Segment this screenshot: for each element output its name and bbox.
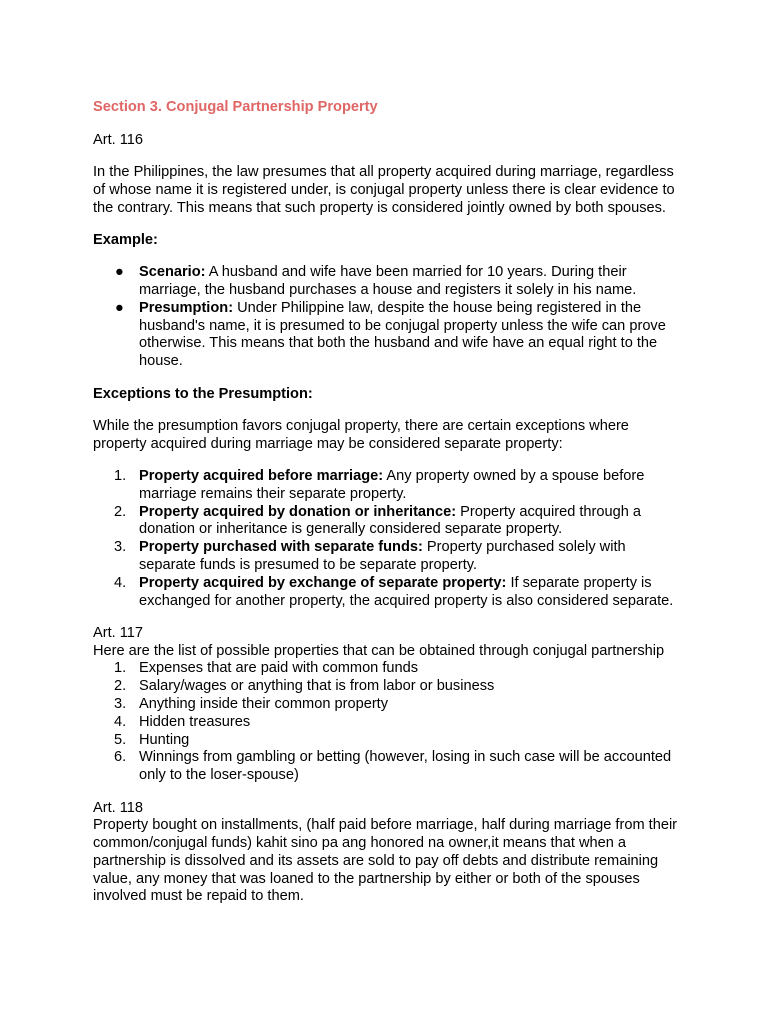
item-label: Scenario: xyxy=(139,264,206,281)
list-item xyxy=(93,660,683,678)
exceptions-intro: While the presumption favors conjugal property, there are certain exceptions where property acquired during marriage may be considered separate property: xyxy=(93,417,629,452)
list-item xyxy=(93,732,683,750)
item-label: Property purchased with separate funds: xyxy=(139,539,423,556)
document-content xyxy=(93,99,683,906)
bullet-marker: ● xyxy=(115,299,124,316)
list-item xyxy=(93,504,683,540)
item-label: Property acquired by donation or inheritance: xyxy=(139,503,457,520)
number-marker: 5. xyxy=(114,731,127,748)
item-text: Expenses that are paid with common funds xyxy=(139,660,419,677)
item-text: Any property owned by a spouse before marriage remains their separate property. xyxy=(139,467,645,502)
number-marker: 3. xyxy=(114,696,127,713)
item-text: Property acquired through a donation or inheritance is generally considered separate property. xyxy=(139,503,642,538)
number-marker: 2. xyxy=(114,678,127,695)
list-item xyxy=(93,575,683,611)
number-marker: 4. xyxy=(114,574,127,591)
art117-list xyxy=(93,660,683,785)
art117-heading: Art. 117 xyxy=(93,624,144,641)
list-item xyxy=(93,539,683,575)
list-item xyxy=(93,264,683,300)
number-marker: 1. xyxy=(114,467,127,484)
art118-text: Property bought on installments, (half paid before marriage, half during marriage from their common/conjugal funds) kahit sino pa ang honored na owner,it means that when a partnership is dissolved and its assets are sold to pay off debts and distribute remaining value, any money that was loaned to the partnership by either or both of the spouses involved must be repaid to them. xyxy=(93,817,678,905)
exceptions-heading: Exceptions to the Presumption: xyxy=(93,385,313,402)
item-text: A husband and wife have been married for 10 years. During their marriage, the husband purchases a house and registers it solely in his name. xyxy=(139,264,637,299)
number-marker: 6. xyxy=(114,749,127,766)
art116-heading: Art. 116 xyxy=(93,131,144,148)
list-item xyxy=(93,468,683,504)
item-text: Hidden treasures xyxy=(139,713,251,730)
list-item xyxy=(93,749,683,785)
section-title: Section 3. Conjugal Partnership Property xyxy=(93,99,378,115)
item-text: Winnings from gambling or betting (however, losing in such case will be accounted only to the loser-spouse) xyxy=(139,749,672,784)
list-item xyxy=(93,300,683,371)
art116-intro: In the Philippines, the law presumes that all property acquired during marriage, regardless of whose name it is registered under, is conjugal property unless there is clear evidence to the contrary. This means that such property is considered jointly owned by both spouses. xyxy=(93,164,675,216)
item-text: Under Philippine law, despite the house being registered in the husband's name, it is presumed to be conjugal property unless the wife can prove otherwise. This means that both the husband and wife have an equal right to the house. xyxy=(139,299,666,370)
item-text: Property purchased solely with separate funds is presumed to be separate property. xyxy=(139,539,626,573)
list-item xyxy=(93,678,683,696)
list-item xyxy=(93,696,683,714)
exceptions-list xyxy=(93,468,683,610)
art117-intro: Here are the list of possible properties that can be obtained through conjugal partnership xyxy=(93,642,665,659)
item-text: Salary/wages or anything that is from labor or business xyxy=(139,678,495,695)
bullet-marker: ● xyxy=(115,264,124,281)
number-marker: 2. xyxy=(114,503,127,520)
number-marker: 1. xyxy=(114,660,127,677)
list-item xyxy=(93,714,683,732)
example-heading: Example: xyxy=(93,231,158,248)
number-marker: 4. xyxy=(114,713,127,730)
item-text: If separate property is exchanged for another property, the acquired property is also considered separate. xyxy=(139,574,674,609)
example-list xyxy=(93,264,683,371)
art118-heading: Art. 118 xyxy=(93,799,144,816)
item-label: Property acquired by exchange of separate property: xyxy=(139,574,507,591)
number-marker: 3. xyxy=(114,539,127,556)
item-text: Anything inside their common property xyxy=(139,696,389,713)
item-label: Presumption: xyxy=(139,299,234,316)
item-label: Property acquired before marriage: xyxy=(139,467,384,484)
item-text: Hunting xyxy=(139,731,190,748)
